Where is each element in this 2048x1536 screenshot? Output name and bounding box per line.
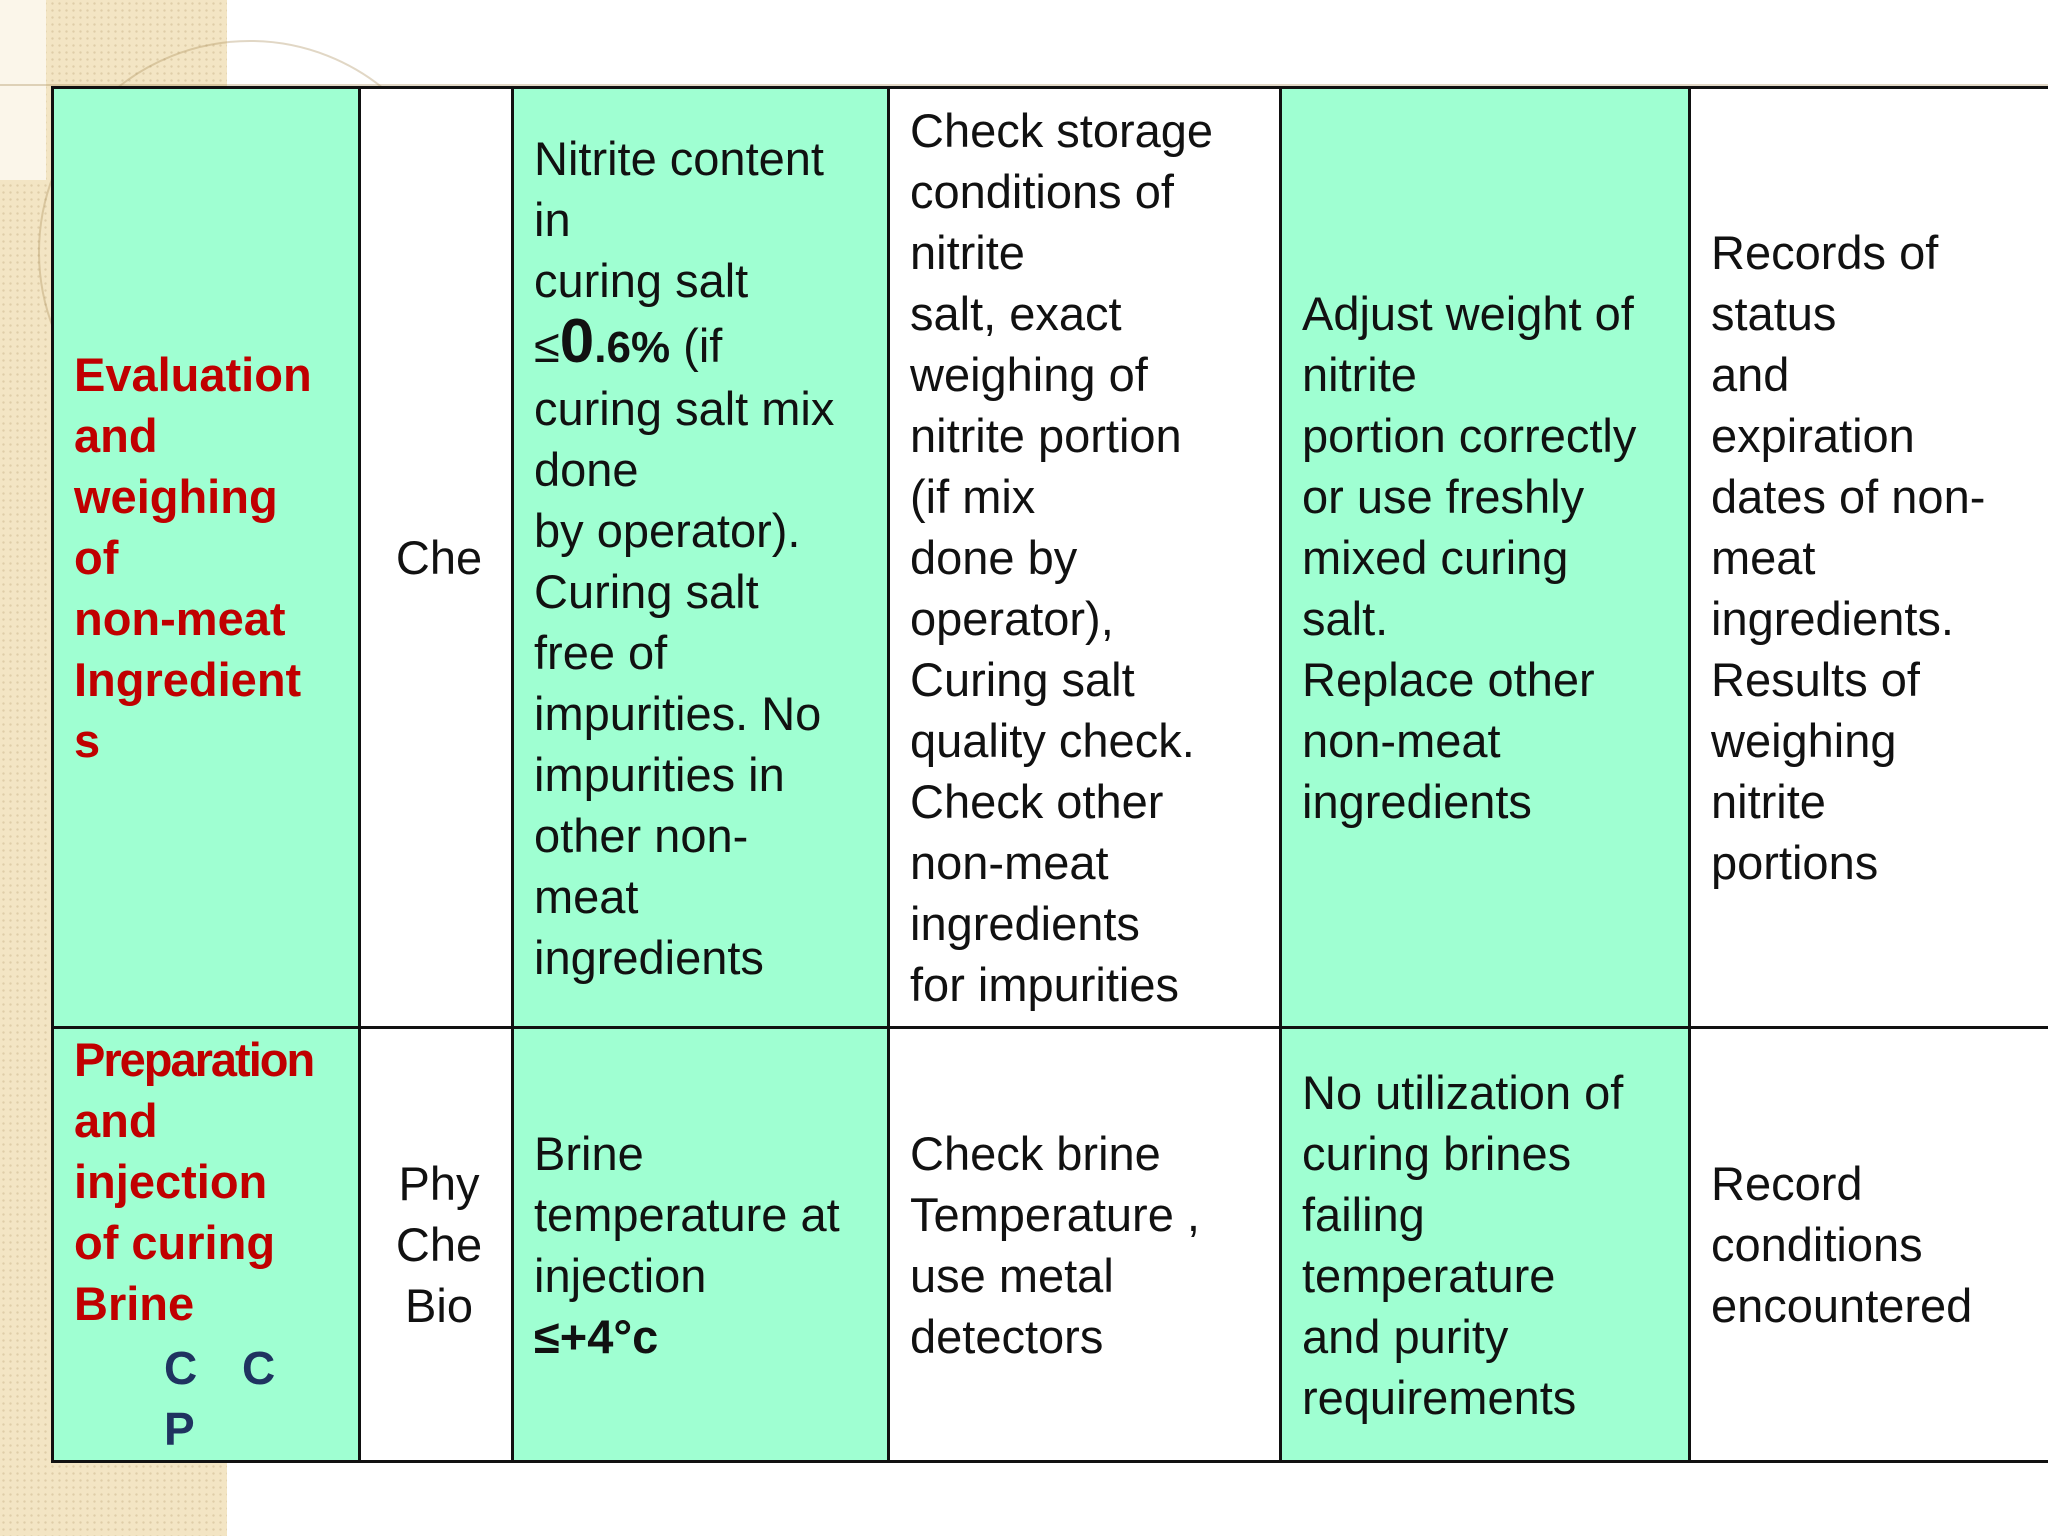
ccp-label: C C P (164, 1342, 292, 1455)
critical-limit-cell: Brine temperature at injection ≤+4°c (513, 1028, 889, 1462)
table-row (53, 1028, 2048, 1462)
hazard-type-cell: Che (360, 88, 513, 1028)
records-cell: Record conditions encountered (1690, 1028, 2048, 1462)
decorative-corner (0, 0, 46, 180)
brine-temperature-limit: ≤+4°c (534, 1309, 659, 1363)
records-cell: Records of status and expiration dates of non- meat ingredients. Results of weighing nitrite portions (1690, 88, 2048, 1028)
table-row (53, 88, 2048, 1028)
process-step-cell: Preparation and injection of curing Brine C C P (53, 1028, 360, 1462)
monitoring-cell: Check storage conditions of nitrite salt, exact weighing of nitrite portion (if mix done by operator), Curing salt quality check. Check other non-meat ingredients for impurities (889, 88, 1281, 1028)
haccp-table (51, 86, 2048, 1463)
monitoring-cell: Check brine Temperature , use metal detectors (889, 1028, 1281, 1462)
hazard-type-cell: Phy Che Bio (360, 1028, 513, 1462)
nitrite-limit-value: ≤0.6% (if (534, 306, 723, 376)
critical-limit-cell: Nitrite content in curing salt ≤0.6% (if curing salt mix done by operator). Curing salt free of impurities. No impurities in other non- meat ingredients (513, 88, 889, 1028)
process-step-cell: Evaluation and weighing of non-meat Ingredient s (53, 88, 360, 1028)
corrective-action-cell: Adjust weight of nitrite portion correctly or use freshly mixed curing salt. Replace other non-meat ingredients (1281, 88, 1690, 1028)
corrective-action-cell: No utilization of curing brines failing temperature and purity requirements (1281, 1028, 1690, 1462)
